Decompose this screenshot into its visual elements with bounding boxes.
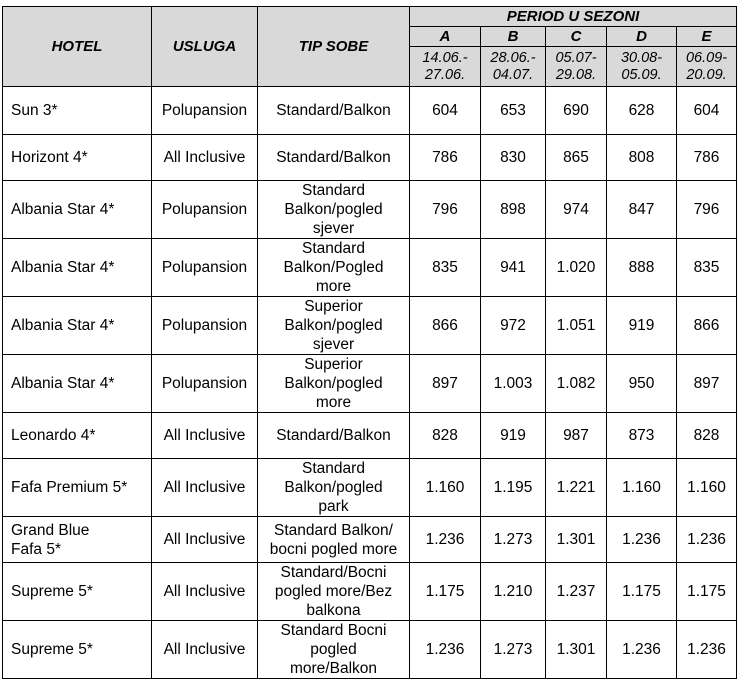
room-type-line: pogled more/Bez [274, 583, 393, 600]
period-date-to: 20.09. [686, 66, 727, 83]
hotel-cell [3, 459, 152, 517]
header-period-code: E [677, 27, 737, 47]
hotel-cell [3, 355, 152, 413]
price-cell: 941 [481, 239, 546, 297]
price-cell: 1.175 [677, 563, 737, 621]
price-cell: 1.051 [546, 297, 607, 355]
service-cell: All Inclusive [152, 459, 258, 517]
room-type-line: pogled [310, 641, 357, 658]
room-type-line: more [315, 394, 352, 411]
room-type-cell [258, 355, 410, 413]
price-cell: 1.236 [607, 517, 677, 563]
hotel-name-line: Fafa 5* [11, 540, 61, 558]
header-period-code: D [607, 27, 677, 47]
price-cell: 919 [607, 297, 677, 355]
table-row [3, 297, 737, 355]
service-cell: All Inclusive [152, 517, 258, 563]
price-cell: 830 [481, 135, 546, 181]
room-type-line: Standard Bocni [280, 622, 387, 639]
hotel-cell [3, 239, 152, 297]
price-cell: 1.210 [481, 563, 546, 621]
hotel-cell [3, 413, 152, 459]
price-cell: 1.175 [410, 563, 481, 621]
price-cell: 1.195 [481, 459, 546, 517]
hotel-name-line: Leonardo 4* [11, 427, 96, 444]
hotel-name-line: Grand Blue [11, 521, 90, 539]
service-cell: All Inclusive [152, 413, 258, 459]
price-cell: 1.160 [677, 459, 737, 517]
hotel-name-line: Albania Star 4* [11, 259, 115, 276]
price-cell: 1.003 [481, 355, 546, 413]
price-cell: 1.301 [546, 621, 607, 679]
room-type-cell [258, 459, 410, 517]
room-type-line: sjever [312, 336, 355, 353]
price-cell: 897 [410, 355, 481, 413]
table-row [3, 87, 737, 135]
hotel-cell [3, 517, 152, 563]
table-row [3, 459, 737, 517]
price-cell: 873 [607, 413, 677, 459]
hotel-name-line: Albania Star 4* [11, 317, 115, 334]
header-room-type: TIP SOBE [258, 7, 410, 87]
price-cell: 866 [410, 297, 481, 355]
room-type-cell [258, 413, 410, 459]
header-period-dates [410, 47, 481, 87]
service-cell: Polupansion [152, 297, 258, 355]
room-type-line: Standard [302, 240, 365, 257]
table-row [3, 621, 737, 679]
room-type-line: Superior [304, 298, 363, 315]
room-type-line: Balkon/pogled [284, 479, 383, 496]
price-cell: 1.236 [677, 621, 737, 679]
room-type-line: balkona [306, 602, 361, 619]
hotel-name-line: Fafa Premium 5* [11, 479, 128, 496]
hotel-name-line: Albania Star 4* [11, 201, 115, 218]
service-cell: All Inclusive [152, 563, 258, 621]
room-type-cell [258, 517, 410, 563]
room-type-line: more [315, 278, 352, 295]
hotel-name-line: Supreme 5* [11, 641, 93, 658]
price-cell: 690 [546, 87, 607, 135]
price-cell: 786 [410, 135, 481, 181]
period-date-from: 06.09- [685, 49, 728, 66]
price-cell: 835 [677, 239, 737, 297]
price-table [2, 6, 737, 679]
price-cell: 866 [677, 297, 737, 355]
header-period: PERIOD U SEZONI [410, 7, 737, 27]
header-hotel: HOTEL [3, 7, 152, 87]
price-cell: 1.160 [607, 459, 677, 517]
price-cell: 897 [677, 355, 737, 413]
room-type-cell [258, 297, 410, 355]
price-cell: 604 [677, 87, 737, 135]
table-header [3, 7, 737, 87]
table-row [3, 181, 737, 239]
price-cell: 972 [481, 297, 546, 355]
header-period-dates [546, 47, 607, 87]
hotel-name-line: Horizont 4* [11, 149, 88, 166]
room-type-line: Standard/Balkon [276, 427, 391, 444]
price-cell: 1.301 [546, 517, 607, 563]
room-type-cell [258, 621, 410, 679]
period-date-to: 29.08. [555, 66, 597, 83]
room-type-cell [258, 563, 410, 621]
hotel-name-line: Supreme 5* [11, 583, 93, 600]
price-cell: 1.236 [410, 517, 481, 563]
price-cell: 847 [607, 181, 677, 239]
price-cell: 828 [677, 413, 737, 459]
room-type-line: Standard/Balkon [276, 102, 391, 119]
room-type-line: sjever [312, 220, 355, 237]
room-type-line: Standard Balkon/ [274, 521, 393, 539]
table-row [3, 413, 737, 459]
period-date-from: 30.08- [620, 49, 663, 66]
period-date-from: 14.06.- [422, 49, 468, 66]
room-type-line: Standard [302, 182, 365, 199]
price-cell: 888 [607, 239, 677, 297]
header-period-code: C [546, 27, 607, 47]
period-date-from: 05.07- [555, 49, 597, 66]
price-cell: 835 [410, 239, 481, 297]
price-cell: 828 [410, 413, 481, 459]
price-cell: 1.237 [546, 563, 607, 621]
hotel-cell [3, 135, 152, 181]
header-period-code: B [481, 27, 546, 47]
hotel-name-line: Albania Star 4* [11, 375, 115, 392]
header-period-dates [607, 47, 677, 87]
hotel-cell [3, 621, 152, 679]
table-row [3, 355, 737, 413]
price-cell: 1.175 [607, 563, 677, 621]
service-cell: Polupansion [152, 181, 258, 239]
hotel-cell [3, 563, 152, 621]
room-type-line: Superior [304, 356, 363, 373]
price-cell: 796 [410, 181, 481, 239]
service-cell: Polupansion [152, 87, 258, 135]
price-cell: 1.236 [410, 621, 481, 679]
period-date-to: 05.09. [621, 66, 662, 83]
room-type-line: park [318, 498, 349, 515]
room-type-line: Balkon/pogled [284, 317, 383, 334]
table-body [3, 87, 737, 679]
price-cell: 1.221 [546, 459, 607, 517]
room-type-cell [258, 239, 410, 297]
price-cell: 898 [481, 181, 546, 239]
service-cell: All Inclusive [152, 135, 258, 181]
table-row [3, 563, 737, 621]
room-type-line: Balkon/Pogled [283, 259, 384, 276]
price-cell: 1.236 [677, 517, 737, 563]
hotel-name-line: Sun 3* [11, 102, 58, 119]
header-period-dates [677, 47, 737, 87]
table-row [3, 239, 737, 297]
price-cell: 1.273 [481, 621, 546, 679]
price-cell: 1.236 [607, 621, 677, 679]
price-cell: 1.160 [410, 459, 481, 517]
room-type-line: bocni pogled more [269, 540, 398, 558]
price-cell: 653 [481, 87, 546, 135]
price-cell: 604 [410, 87, 481, 135]
room-type-cell [258, 135, 410, 181]
hotel-cell [3, 181, 152, 239]
room-type-line: Standard/Bocni [280, 564, 387, 581]
price-cell: 1.020 [546, 239, 607, 297]
header-period-dates [481, 47, 546, 87]
price-cell: 628 [607, 87, 677, 135]
table-row [3, 517, 737, 563]
price-cell: 1.082 [546, 355, 607, 413]
room-type-line: Standard [302, 460, 365, 477]
room-type-line: Standard/Balkon [276, 149, 391, 166]
period-date-to: 27.06. [424, 66, 466, 83]
header-period-code: A [410, 27, 481, 47]
hotel-cell [3, 297, 152, 355]
room-type-cell [258, 87, 410, 135]
price-cell: 786 [677, 135, 737, 181]
header-service: USLUGA [152, 7, 258, 87]
period-date-from: 28.06.- [490, 49, 536, 66]
service-cell: Polupansion [152, 355, 258, 413]
price-cell: 919 [481, 413, 546, 459]
price-cell: 808 [607, 135, 677, 181]
room-type-line: more/Balkon [289, 660, 377, 677]
price-cell: 950 [607, 355, 677, 413]
room-type-cell [258, 181, 410, 239]
price-cell: 987 [546, 413, 607, 459]
service-cell: Polupansion [152, 239, 258, 297]
hotel-cell [3, 87, 152, 135]
price-cell: 865 [546, 135, 607, 181]
price-cell: 1.273 [481, 517, 546, 563]
service-cell: All Inclusive [152, 621, 258, 679]
price-cell: 974 [546, 181, 607, 239]
room-type-line: Balkon/pogled [284, 201, 383, 218]
table-row [3, 135, 737, 181]
price-cell: 796 [677, 181, 737, 239]
period-date-to: 04.07. [492, 66, 534, 83]
room-type-line: Balkon/pogled [284, 375, 383, 392]
